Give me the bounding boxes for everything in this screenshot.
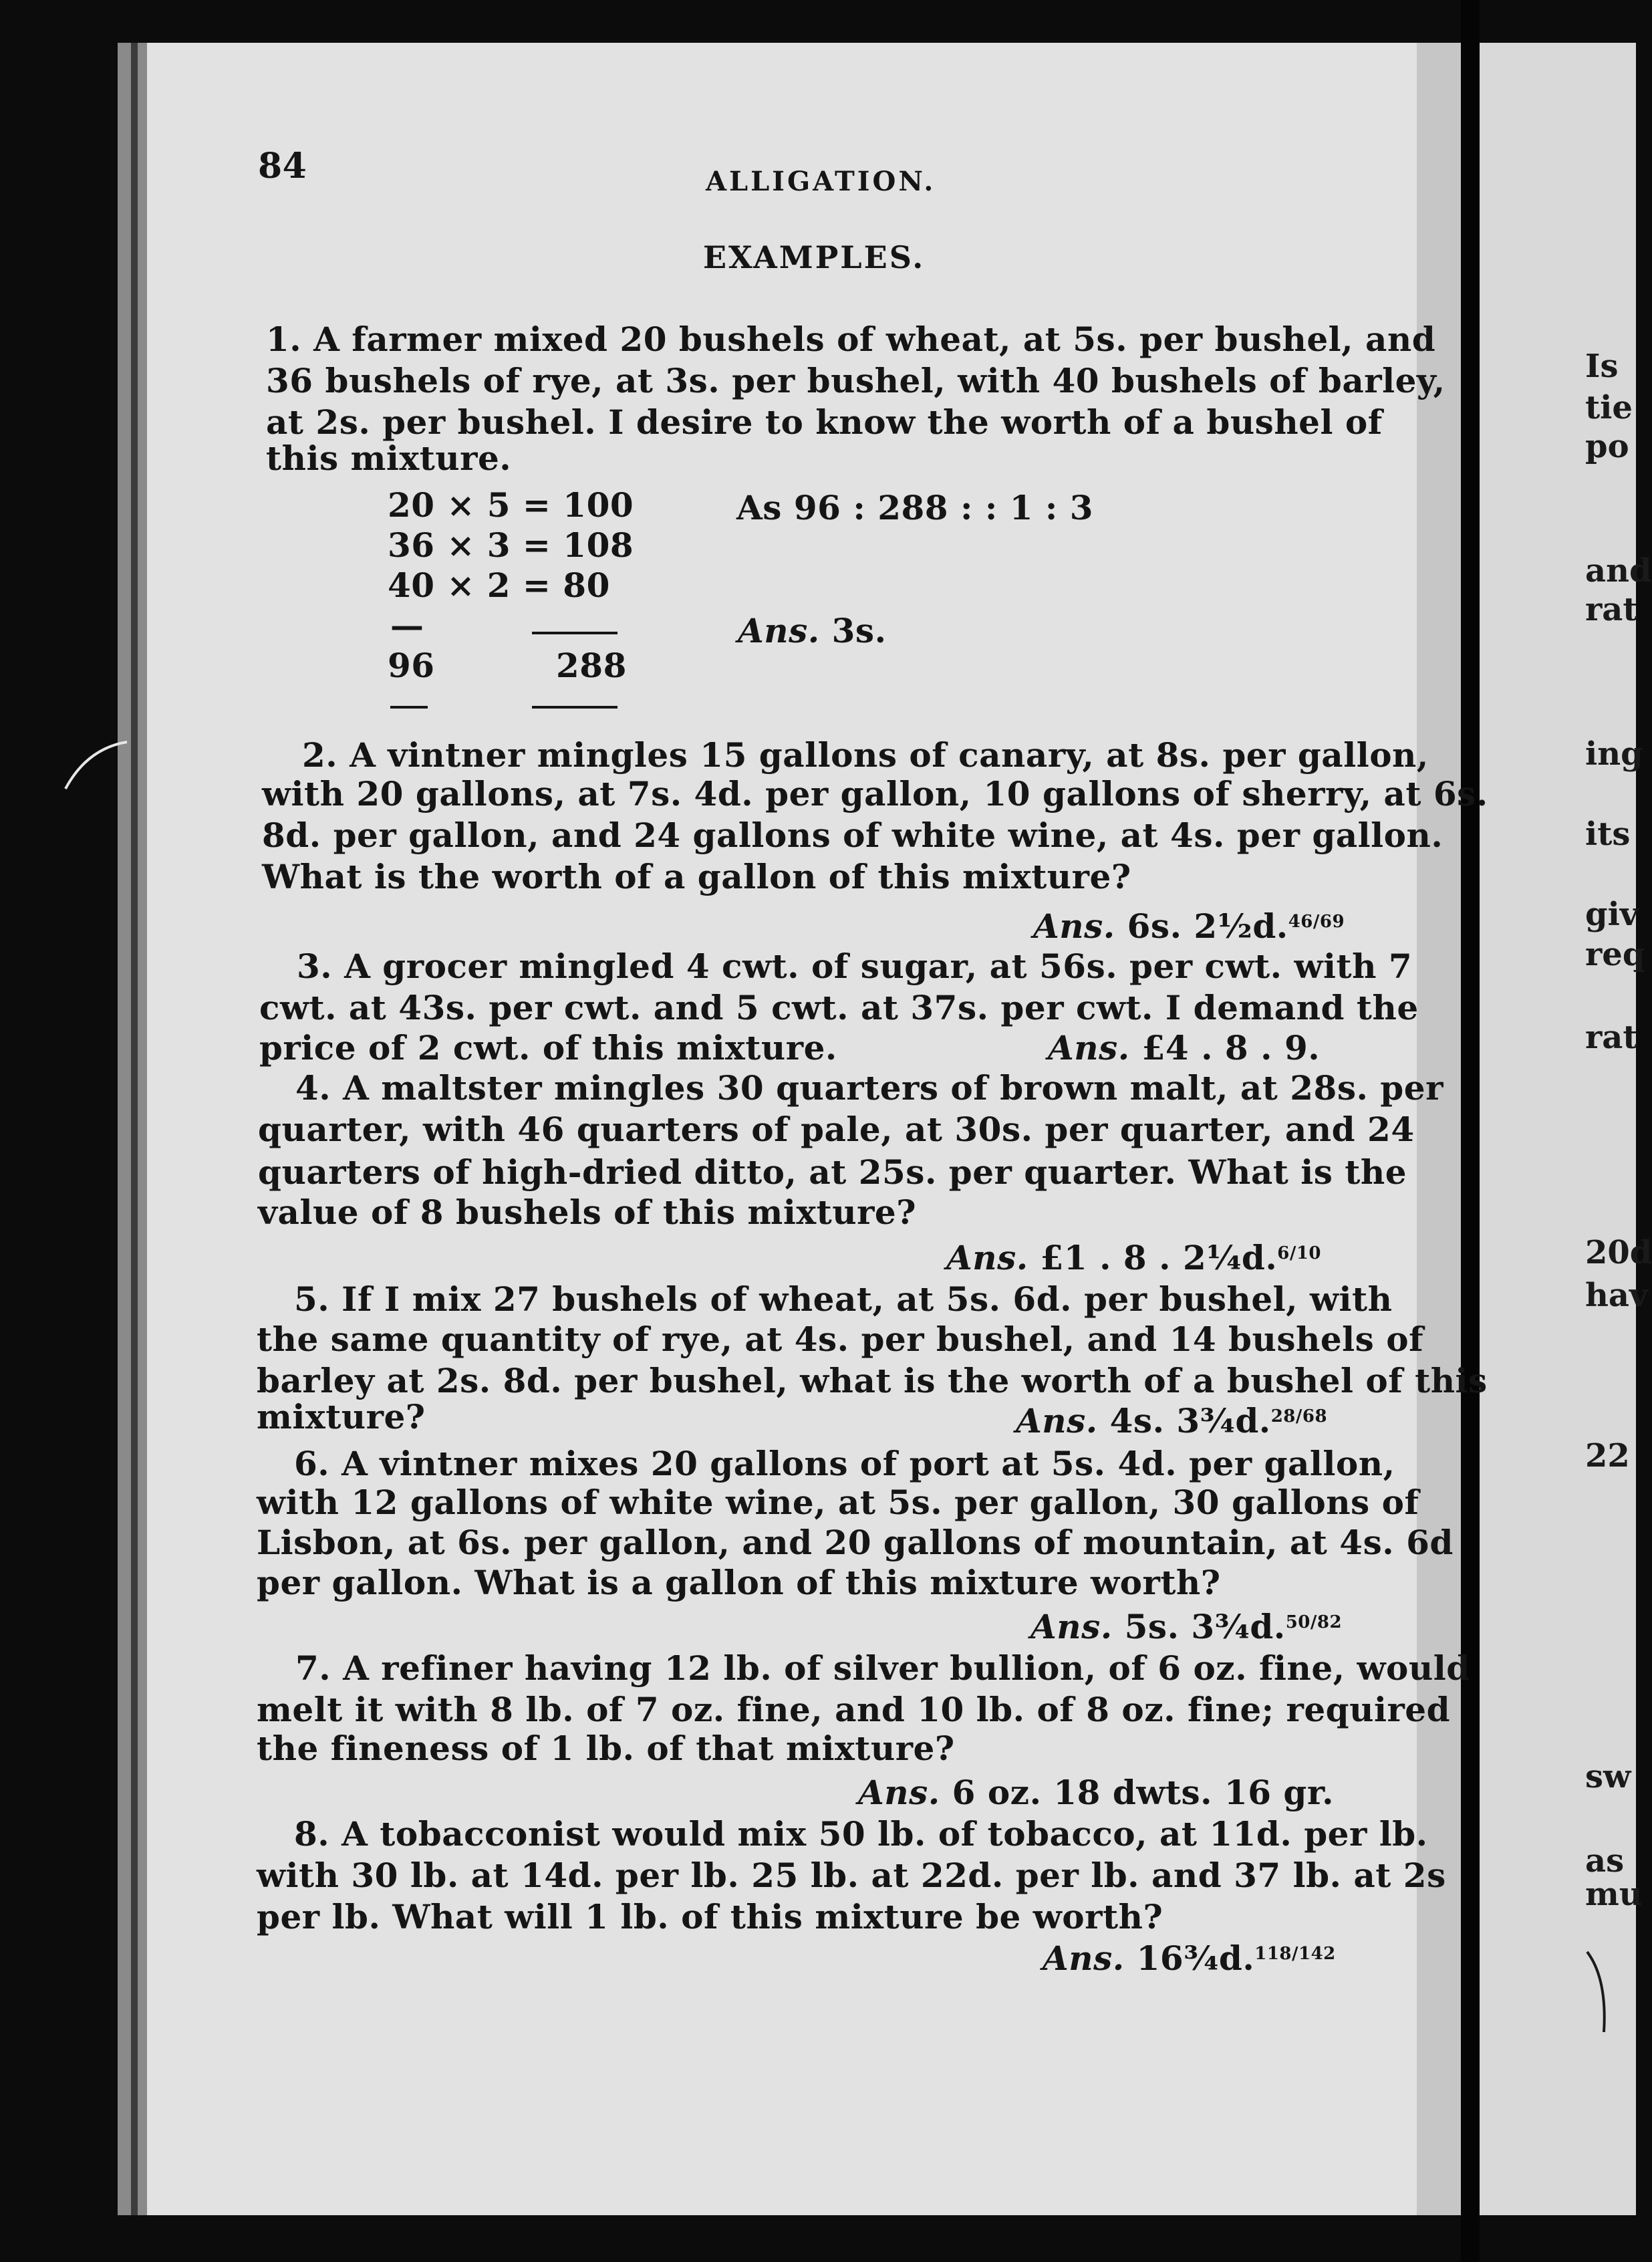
work-line-3: 40 × 2 = 80 xyxy=(388,566,610,605)
example-5-line-2: the same quantity of rye, at 4s. per bushel, and 14 bushels of xyxy=(257,1320,1424,1359)
example-4-line-1: 4. A maltster mingles 30 quarters of brown malt, at 28s. per xyxy=(295,1068,1443,1108)
answer-5-fraction: 28/68 xyxy=(1270,1406,1328,1426)
example-2-line-4: What is the worth of a gallon of this mixture? xyxy=(262,857,1131,896)
example-1-line-2: 36 bushels of rye, at 3s. per bushel, with 40 bushels of barley, xyxy=(266,361,1446,400)
example-4-line-3: quarters of high-dried ditto, at 25s. per quarter. What is the xyxy=(258,1152,1407,1192)
example-1-line-4: this mixture. xyxy=(266,438,512,478)
answer-1-value: 3s. xyxy=(831,611,887,650)
work-line-2: 36 × 3 = 108 xyxy=(388,525,634,565)
answer-3 xyxy=(1048,1028,1320,1067)
answer-5 xyxy=(1016,1401,1327,1440)
answer-8-value: 16¾d. xyxy=(1136,1938,1255,1978)
answer-2 xyxy=(1033,906,1345,946)
example-3-line-1: 3. A grocer mingled 4 cwt. of sugar, at 56s. per cwt. with 7 xyxy=(297,947,1413,986)
answer-1-label: Ans. xyxy=(738,611,820,650)
answer-2-value: 6s. 2½d. xyxy=(1127,906,1288,946)
facing-fragment-1: Is xyxy=(1585,348,1619,385)
answer-8 xyxy=(1043,1938,1336,1978)
example-5-line-1: 5. If I mix 27 bushels of wheat, at 5s. 6d. per bushel, with xyxy=(294,1279,1393,1319)
example-2-line-3: 8d. per gallon, and 24 gallons of white wine, at 4s. per gallon. xyxy=(262,815,1443,855)
facing-fragment-8: giv xyxy=(1585,896,1639,933)
facing-fragment-11: 20d xyxy=(1585,1234,1652,1271)
example-3-line-2: cwt. at 43s. per cwt. and 5 cwt. at 37s. per cwt. I demand the xyxy=(259,988,1419,1027)
answer-5-label: Ans. xyxy=(1016,1401,1098,1440)
example-8-line-3: per lb. What will 1 lb. of this mixture be worth? xyxy=(257,1897,1163,1936)
answer-7-label: Ans. xyxy=(858,1773,940,1812)
example-5-line-3: barley at 2s. 8d. per bushel, what is the worth of a bushel of this xyxy=(257,1361,1488,1400)
proportion: As 96 : 288 : : 1 : 3 xyxy=(736,488,1094,527)
example-5-line-4: mixture? xyxy=(257,1397,426,1436)
answer-1 xyxy=(738,611,886,650)
section-title: EXAMPLES. xyxy=(703,239,926,275)
answer-8-label: Ans. xyxy=(1043,1938,1125,1978)
facing-fragment-16: mu xyxy=(1585,1876,1643,1913)
sum-left: 96 xyxy=(388,646,435,685)
facing-fragment-7: its xyxy=(1585,815,1631,853)
example-7-line-2: melt it with 8 lb. of 7 oz. fine, and 10 lb. of 8 oz. fine; required xyxy=(257,1690,1451,1729)
page-number: 84 xyxy=(258,146,307,186)
example-1-line-1: 1. A farmer mixed 20 bushels of wheat, at 5s. per bushel, and xyxy=(266,320,1436,359)
example-6-line-3: Lisbon, at 6s. per gallon, and 20 gallons of mountain, at 4s. 6d xyxy=(257,1523,1454,1562)
example-8-line-1: 8. A tobacconist would mix 50 lb. of tobacco, at 11d. per lb. xyxy=(294,1814,1428,1854)
answer-4-value: £1 . 8 . 2¼d. xyxy=(1040,1238,1278,1277)
answer-4 xyxy=(946,1238,1321,1277)
example-1-line-3: at 2s. per bushel. I desire to know the worth of a bushel of xyxy=(266,402,1383,442)
facing-fragment-12: hav xyxy=(1585,1277,1648,1314)
facing-fragment-9: req xyxy=(1585,936,1645,973)
example-4-line-2: quarter, with 46 quarters of pale, at 30s. per quarter, and 24 xyxy=(258,1110,1415,1149)
facing-fragment-15: as xyxy=(1585,1842,1625,1880)
work-dash-left: — xyxy=(390,606,424,645)
answer-6 xyxy=(1030,1607,1342,1646)
answer-2-label: Ans. xyxy=(1033,906,1115,946)
sum-right: 288 xyxy=(556,646,627,685)
example-7-line-1: 7. A refiner having 12 lb. of silver bullion, of 6 oz. fine, would xyxy=(295,1648,1470,1688)
facing-fragment-10: rat xyxy=(1585,1019,1638,1056)
facing-fragment-3: po xyxy=(1585,428,1629,465)
answer-7 xyxy=(858,1773,1334,1812)
facing-fragment-6: ing xyxy=(1585,735,1643,773)
answer-4-label: Ans. xyxy=(946,1238,1028,1277)
answer-6-value: 5s. 3¾d. xyxy=(1124,1607,1286,1646)
answer-8-fraction: 118/142 xyxy=(1254,1944,1336,1964)
example-8-line-2: with 30 lb. at 14d. per lb. 25 lb. at 22d. per lb. and 37 lb. at 2s xyxy=(257,1856,1446,1895)
example-2-line-1: 2. A vintner mingles 15 gallons of canary, at 8s. per gallon, xyxy=(302,735,1429,775)
example-3-line-3: price of 2 cwt. of this mixture. xyxy=(259,1028,837,1067)
answer-3-value: £4 . 8 . 9. xyxy=(1141,1028,1321,1067)
answer-7-value: 6 oz. 18 dwts. 16 gr. xyxy=(952,1773,1335,1812)
example-2-line-2: with 20 gallons, at 7s. 4d. per gallon, 10 gallons of sherry, at 6s. xyxy=(262,774,1488,813)
facing-fragment-2: tie xyxy=(1585,389,1633,426)
sum-rule-upper xyxy=(532,632,617,634)
answer-5-value: 4s. 3¾d. xyxy=(1109,1401,1271,1440)
answer-2-fraction: 46/69 xyxy=(1288,912,1345,932)
answer-4-fraction: 6/10 xyxy=(1277,1243,1322,1263)
facing-fragment-4: and xyxy=(1585,552,1652,590)
sum-rule-lower xyxy=(532,706,617,709)
facing-fragment-13: 22 xyxy=(1585,1437,1630,1475)
sum-dash-lower xyxy=(390,706,428,709)
answer-3-label: Ans. xyxy=(1048,1028,1130,1067)
work-line-1: 20 × 5 = 100 xyxy=(388,485,634,525)
example-7-line-3: the fineness of 1 lb. of that mixture? xyxy=(257,1729,955,1768)
example-6-line-2: with 12 gallons of white wine, at 5s. per gallon, 30 gallons of xyxy=(257,1483,1419,1522)
facing-fragment-14: sw xyxy=(1585,1758,1631,1795)
example-4-line-4: value of 8 bushels of this mixture? xyxy=(258,1192,917,1232)
facing-fragment-5: rat xyxy=(1585,591,1638,628)
example-6-line-1: 6. A vintner mixes 20 gallons of port at 5s. 4d. per gallon, xyxy=(294,1444,1395,1483)
answer-6-fraction: 50/82 xyxy=(1285,1612,1343,1632)
running-header: ALLIGATION. xyxy=(706,166,936,197)
answer-6-label: Ans. xyxy=(1030,1607,1113,1646)
example-6-line-4: per gallon. What is a gallon of this mixture worth? xyxy=(257,1563,1221,1602)
